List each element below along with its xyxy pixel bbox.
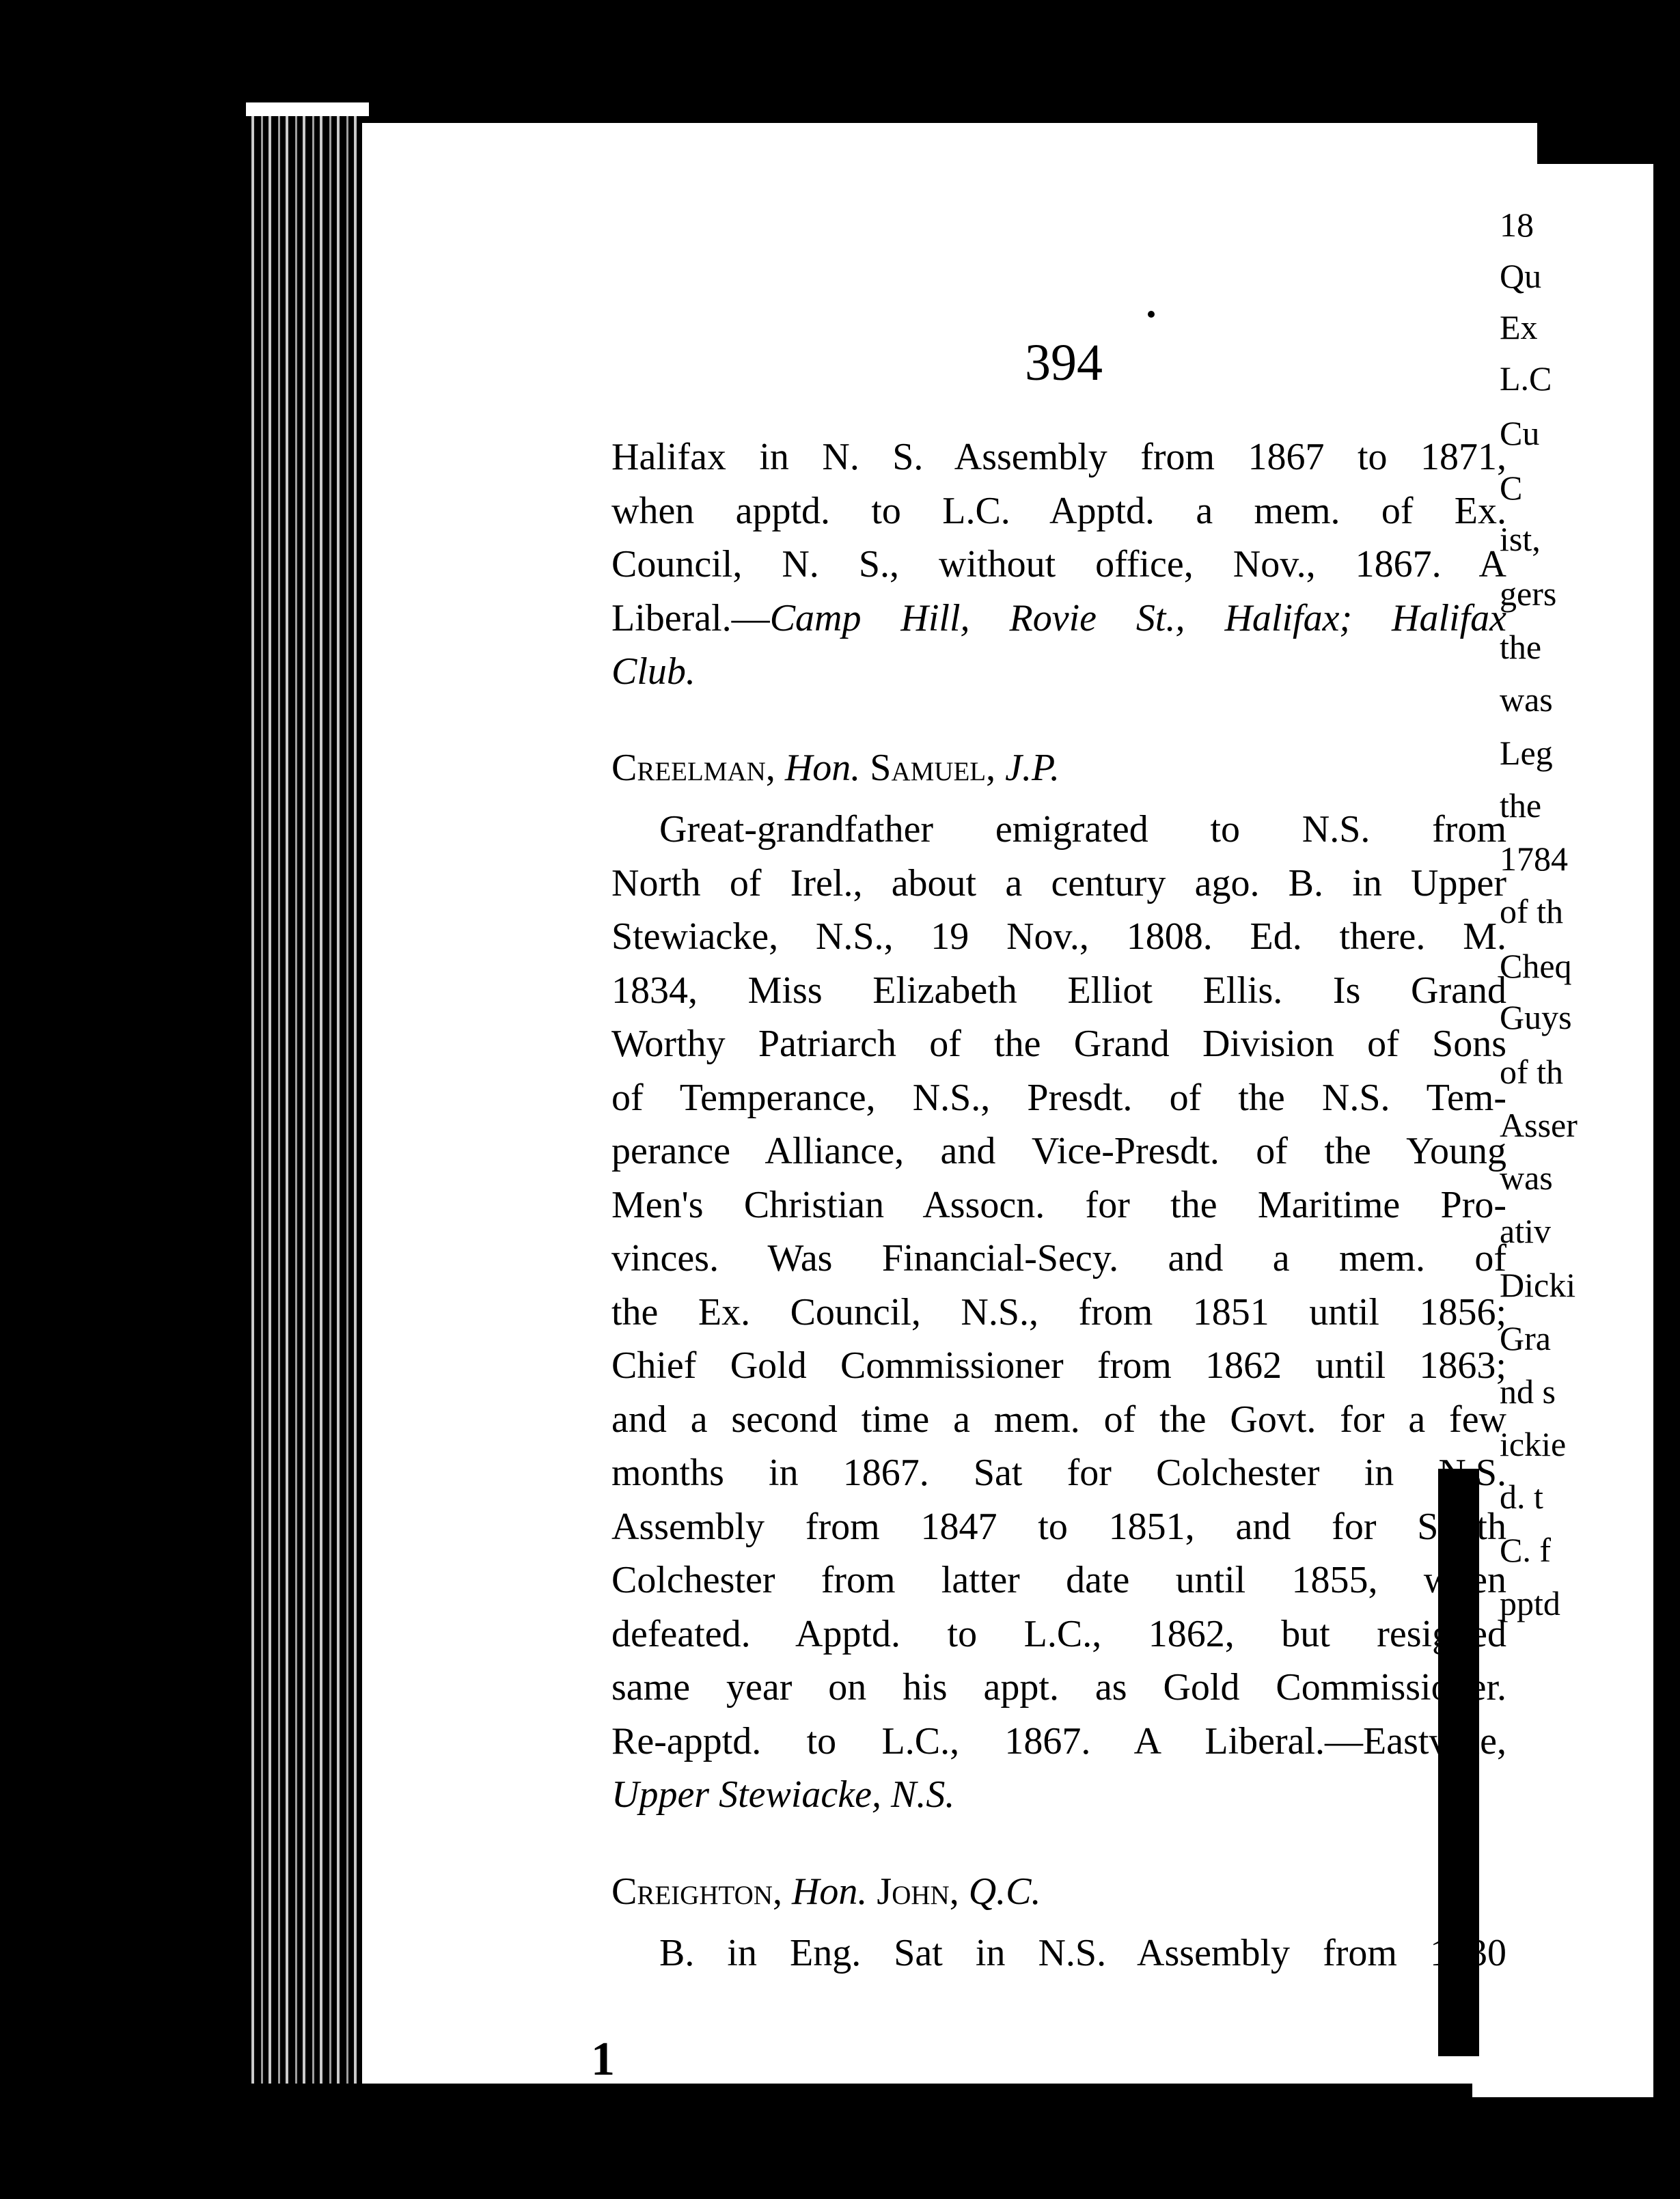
next-page-fragment: C — [1500, 469, 1523, 507]
spine-top-edge — [246, 102, 369, 116]
next-page-fragment: ist, — [1500, 520, 1541, 558]
surname: Creelman, — [611, 747, 775, 789]
text-line: vinces. Was Financial-Secy. and a mem. of — [611, 1237, 1506, 1280]
next-page-fragment: Ex — [1500, 308, 1538, 346]
next-page-fragment: ickie — [1500, 1425, 1567, 1463]
honorific: Hon. — [791, 1870, 868, 1913]
next-page-fragment: was — [1500, 680, 1553, 719]
text-line: 1834, Miss Elizabeth Elliot Ellis. Is Grand — [611, 969, 1506, 1012]
ink-speck — [1148, 311, 1155, 318]
text-line: perance Alliance, and Vice-Presdt. of the Young — [611, 1130, 1506, 1172]
post-nominal: Q.C. — [968, 1870, 1041, 1913]
next-page-fragment: Qu — [1500, 257, 1542, 295]
honorific: Hon. — [784, 747, 861, 789]
next-page-fragment: was — [1500, 1159, 1553, 1197]
next-page-fragment: gers — [1500, 575, 1557, 613]
entry-body — [611, 803, 1506, 1822]
next-page-fragment: the — [1500, 628, 1542, 666]
next-page-fragment: of th — [1500, 892, 1564, 930]
entry-heading — [611, 741, 1506, 803]
text-line: defeated. Apptd. to L.C., 1862, but resigned — [611, 1612, 1506, 1655]
next-page-fragment: pptd — [1500, 1584, 1560, 1622]
text-line: Council, N. S., without office, Nov., 1867. A — [611, 543, 1506, 585]
entry-continuation — [611, 430, 1506, 699]
next-page-fragment: the — [1500, 786, 1542, 825]
next-page-fragment: Cheq — [1500, 947, 1572, 985]
text-line: and a second time a mem. of the Govt. for a few — [611, 1398, 1506, 1441]
entry-creelman — [611, 741, 1506, 1822]
post-nominal: J.P. — [1005, 747, 1060, 789]
text-line: months in 1867. Sat for Colchester in N.S. — [611, 1452, 1506, 1494]
given-name: Samuel, — [870, 747, 996, 789]
next-page-fragment: Leg — [1500, 734, 1553, 772]
text-line: Chief Gold Commissioner from 1862 until 1863; — [611, 1344, 1506, 1387]
text-line: Great-grandfather emigrated to N.S. from — [659, 808, 1506, 850]
text-line: Worthy Patriarch of the Grand Division of Sons — [611, 1023, 1506, 1065]
entry-heading — [611, 1865, 1506, 1926]
page-number: 394 — [1025, 334, 1103, 391]
address-text: Camp Hill, Rovie St., Halifax; Halifax — [769, 596, 1506, 639]
next-page-fragment: Gra — [1500, 1319, 1551, 1357]
text-line: Assembly from 1847 to 1851, and for South — [611, 1505, 1506, 1548]
text-line: Upper Stewiacke, N.S. — [611, 1773, 955, 1816]
text-line: Halifax in N. S. Assembly from 1867 to 1871, — [611, 436, 1506, 478]
next-page-fragment: Asser — [1500, 1106, 1578, 1144]
politics-label: Liberal.— — [611, 596, 770, 639]
text-line: of Temperance, N.S., Presdt. of the N.S. Tem- — [611, 1076, 1506, 1119]
next-page-fragment: 18 — [1500, 206, 1534, 244]
entry-creighton — [611, 1865, 1506, 1980]
next-page-fragment: 1784 — [1500, 840, 1568, 878]
text-line: when apptd. to L.C. Apptd. a mem. of Ex. — [611, 489, 1506, 532]
text-line: North of Irel., about a century ago. B. in Upper — [611, 861, 1506, 904]
text-line: Stewiacke, N.S., 19 Nov., 1808. Ed. there. M. — [611, 915, 1506, 958]
next-page-fragment: L.C — [1500, 359, 1552, 398]
text-line: Club. — [611, 650, 696, 693]
next-page-fragment: Dicki — [1500, 1266, 1576, 1304]
signature-mark: 1 — [591, 2033, 615, 2086]
next-page-fragment: nd s — [1500, 1372, 1556, 1411]
text-line: B. in Eng. Sat in N.S. Assembly from 1830 — [659, 1932, 1506, 1974]
text-line: same year on his appt. as Gold Commissioner. — [611, 1666, 1506, 1709]
text-line: Men's Christian Assocn. for the Maritime Pro- — [611, 1183, 1506, 1226]
book-spine-edge — [246, 102, 362, 2084]
next-page-fragment: d. t — [1500, 1478, 1543, 1516]
text-line: the Ex. Council, N.S., from 1851 until 1856; — [611, 1290, 1506, 1333]
text-line: Colchester from latter date until 1855, when — [611, 1559, 1506, 1601]
surname: Creighton, — [611, 1870, 782, 1913]
text-line: Re-apptd. to L.C., 1867. A Liberal.—Eastville, — [611, 1719, 1506, 1762]
next-page-fragment: Cu — [1500, 414, 1540, 452]
next-page-fragment: of th — [1500, 1053, 1564, 1091]
given-name: John, — [877, 1870, 959, 1913]
next-page-fragment: ativ — [1500, 1212, 1551, 1250]
text-line — [611, 592, 1506, 646]
next-page-fragment: C. f — [1500, 1531, 1551, 1569]
next-page-fragment: Guys — [1500, 998, 1572, 1036]
